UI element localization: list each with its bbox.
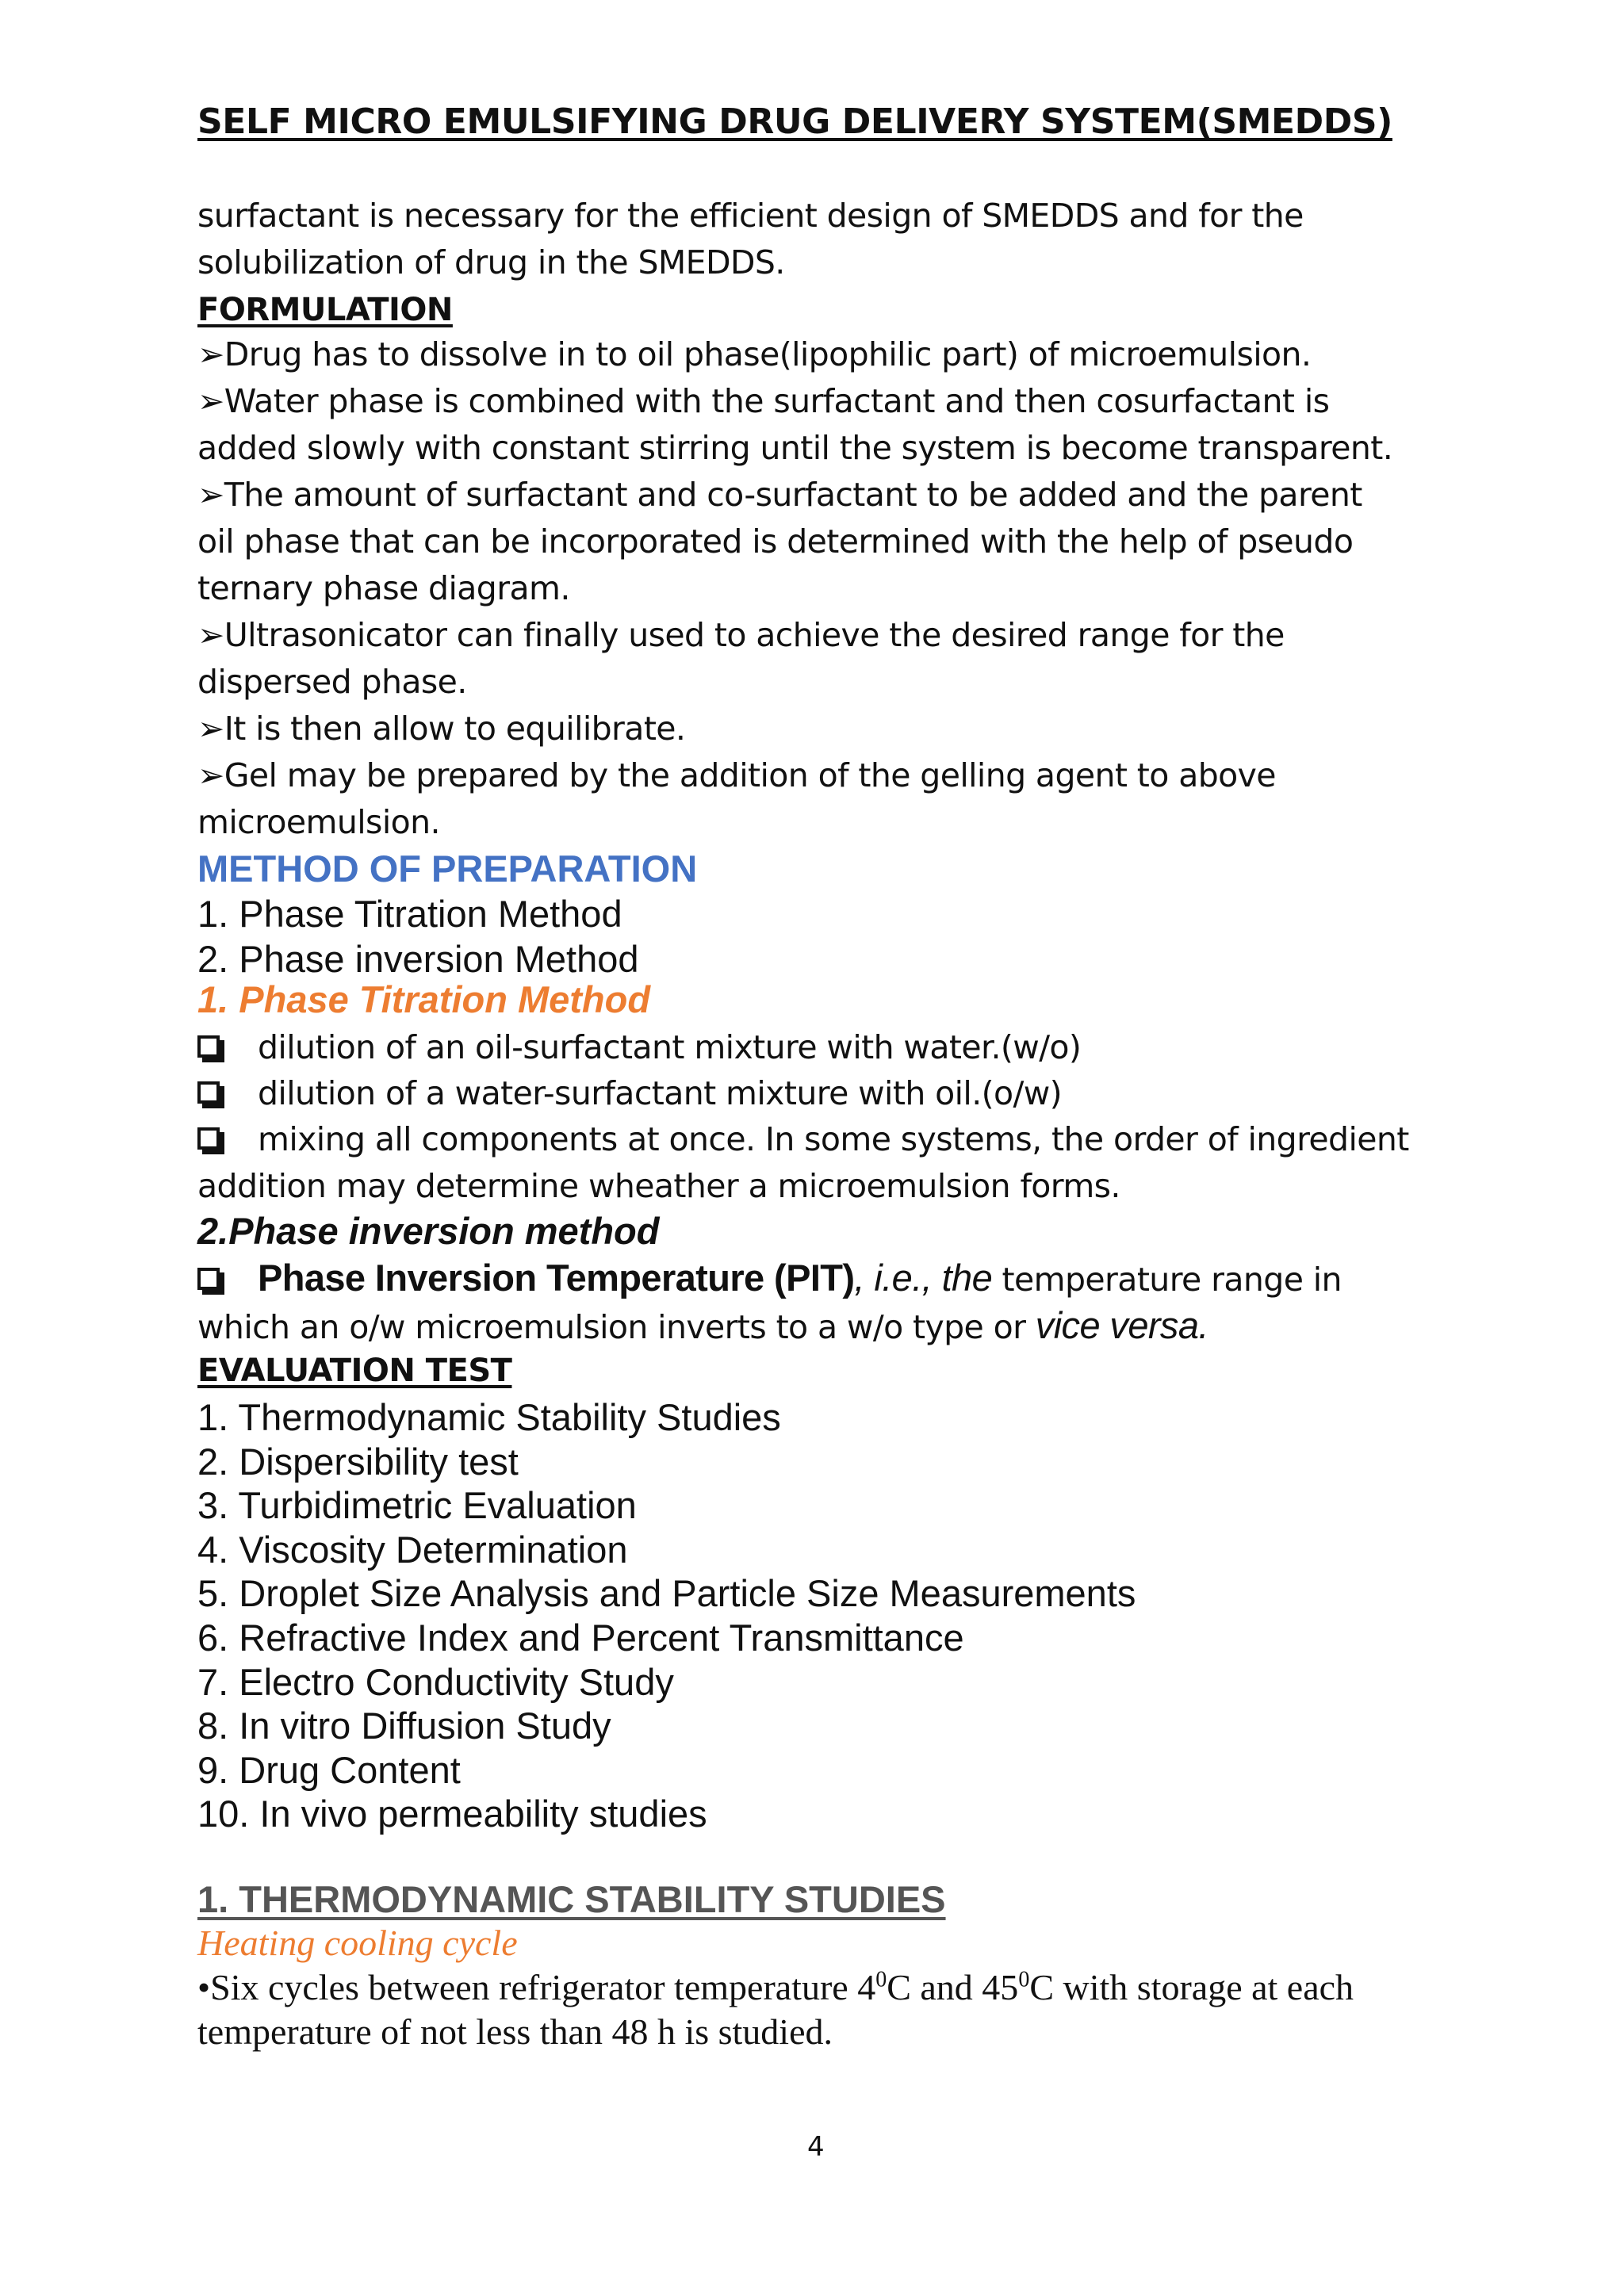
- method-item-2: 2. Phase inversion Method: [197, 938, 639, 980]
- arrow-bullet-icon: ➢: [197, 476, 224, 514]
- evaluation-heading: EVALUATION TEST: [197, 1353, 512, 1389]
- thermo-text-1: •Six cycles between refrigerator temperature 4: [197, 1967, 876, 2007]
- evaluation-item: 1. Thermodynamic Stability Studies: [197, 1396, 781, 1438]
- inversion-rest: temperature range in: [992, 1261, 1342, 1299]
- inversion-italic: , i.e., the: [854, 1257, 993, 1299]
- formulation-line: [197, 756, 1276, 794]
- arrow-bullet-icon: ➢: [197, 710, 224, 748]
- page-number: 4: [807, 2131, 825, 2163]
- arrow-bullet-icon: ➢: [197, 756, 224, 794]
- formulation-line-text: added slowly with constant stirring until the system is become transparent.: [197, 429, 1393, 467]
- formulation-line-text: It is then allow to equilibrate.: [224, 710, 686, 748]
- formulation-line-text: Gel may be prepared by the addition of the gelling agent to above: [224, 756, 1276, 794]
- formulation-line-text: ternary phase diagram.: [197, 569, 570, 607]
- degree-sup-2: 0: [1018, 1967, 1030, 1992]
- formulation-line: [197, 335, 1311, 373]
- thermo-paragraph-line-1: [197, 1966, 1354, 2008]
- formulation-line: [197, 382, 1329, 420]
- titration-continuation: addition may determine wheather a microemulsion forms.: [197, 1167, 1120, 1205]
- formulation-line: [197, 429, 1392, 467]
- pit-term: Phase Inversion Temperature (PIT): [258, 1257, 855, 1299]
- thermo-subheading: Heating cooling cycle: [197, 1923, 518, 1963]
- formulation-line: [197, 663, 467, 701]
- formulation-line: [197, 710, 685, 748]
- evaluation-item: 8. In vitro Diffusion Study: [197, 1705, 611, 1747]
- formulation-line: [197, 569, 570, 607]
- inversion-heading: 2.Phase inversion method: [197, 1210, 660, 1252]
- formulation-line-text: dispersed phase.: [197, 663, 467, 701]
- evaluation-item: 7. Electro Conductivity Study: [197, 1661, 674, 1703]
- checkbox-square-icon: [197, 1035, 220, 1058]
- titration-heading: 1. Phase Titration Method: [197, 978, 651, 1020]
- formulation-line-text: Drug has to dissolve in to oil phase(lipophilic part) of microemulsion.: [224, 335, 1312, 373]
- evaluation-item: 6. Refractive Index and Percent Transmittance: [197, 1617, 964, 1659]
- vice-versa: vice versa.: [1035, 1304, 1208, 1346]
- checkbox-square-icon: [197, 1268, 220, 1290]
- thermo-text-2: C and 45: [887, 1967, 1019, 2007]
- titration-item-3: [197, 1120, 1409, 1158]
- thermo-heading: 1. THERMODYNAMIC STABILITY STUDIES: [197, 1878, 946, 1920]
- evaluation-item: 9. Drug Content: [197, 1749, 461, 1791]
- evaluation-item: 3. Turbidimetric Evaluation: [197, 1484, 637, 1526]
- degree-sup-1: 0: [875, 1967, 887, 1992]
- intro-line-1: surfactant is necessary for the efficient design of SMEDDS and for the: [197, 197, 1304, 235]
- inversion-line-1: [197, 1256, 1342, 1299]
- thermo-paragraph-line-2: temperature of not less than 48 h is studied.: [197, 2011, 833, 2052]
- evaluation-item: 4. Viscosity Determination: [197, 1529, 628, 1571]
- intro-line-2: solubilization of drug in the SMEDDS.: [197, 243, 785, 281]
- formulation-line: [197, 803, 440, 841]
- arrow-bullet-icon: ➢: [197, 335, 224, 373]
- document-header: SELF MICRO EMULSIFYING DRUG DELIVERY SYSTEM(SMEDDS): [197, 101, 1392, 142]
- titration-item-text: dilution of an oil-surfactant mixture with water.(w/o): [258, 1028, 1082, 1066]
- inversion-line-2-text: which an o/w microemulsion inverts to a w/o type or: [197, 1308, 1036, 1346]
- formulation-line-text: Water phase is combined with the surfactant and then cosurfactant is: [224, 382, 1330, 420]
- formulation-line-text: microemulsion.: [197, 803, 440, 841]
- formulation-line-text: oil phase that can be incorporated is determined with the help of pseudo: [197, 522, 1354, 561]
- inversion-line-2: [197, 1303, 1208, 1347]
- formulation-heading: FORMULATION: [197, 292, 453, 328]
- evaluation-item: 5. Droplet Size Analysis and Particle Size Measurements: [197, 1572, 1136, 1614]
- titration-item-1: [197, 1028, 1081, 1066]
- formulation-line: [197, 616, 1285, 654]
- arrow-bullet-icon: ➢: [197, 616, 224, 654]
- formulation-line-text: The amount of surfactant and co-surfactant to be added and the parent: [224, 476, 1362, 514]
- titration-item-text: dilution of a water-surfactant mixture with oil.(o/w): [258, 1074, 1063, 1112]
- titration-item-text: mixing all components at once. In some systems, the order of ingredient: [258, 1120, 1409, 1158]
- thermo-text-3: C with storage at each: [1029, 1967, 1354, 2007]
- formulation-line: [197, 476, 1362, 514]
- checkbox-square-icon: [197, 1127, 220, 1150]
- arrow-bullet-icon: ➢: [197, 382, 224, 420]
- evaluation-item: 2. Dispersibility test: [197, 1441, 519, 1483]
- method-heading: METHOD OF PREPARATION: [197, 848, 698, 890]
- titration-item-2: [197, 1074, 1062, 1112]
- formulation-line: [197, 522, 1353, 561]
- method-item-1: 1. Phase Titration Method: [197, 893, 622, 935]
- checkbox-square-icon: [197, 1081, 220, 1104]
- evaluation-item: 10. In vivo permeability studies: [197, 1793, 707, 1835]
- formulation-line-text: Ultrasonicator can finally used to achieve the desired range for the: [224, 616, 1285, 654]
